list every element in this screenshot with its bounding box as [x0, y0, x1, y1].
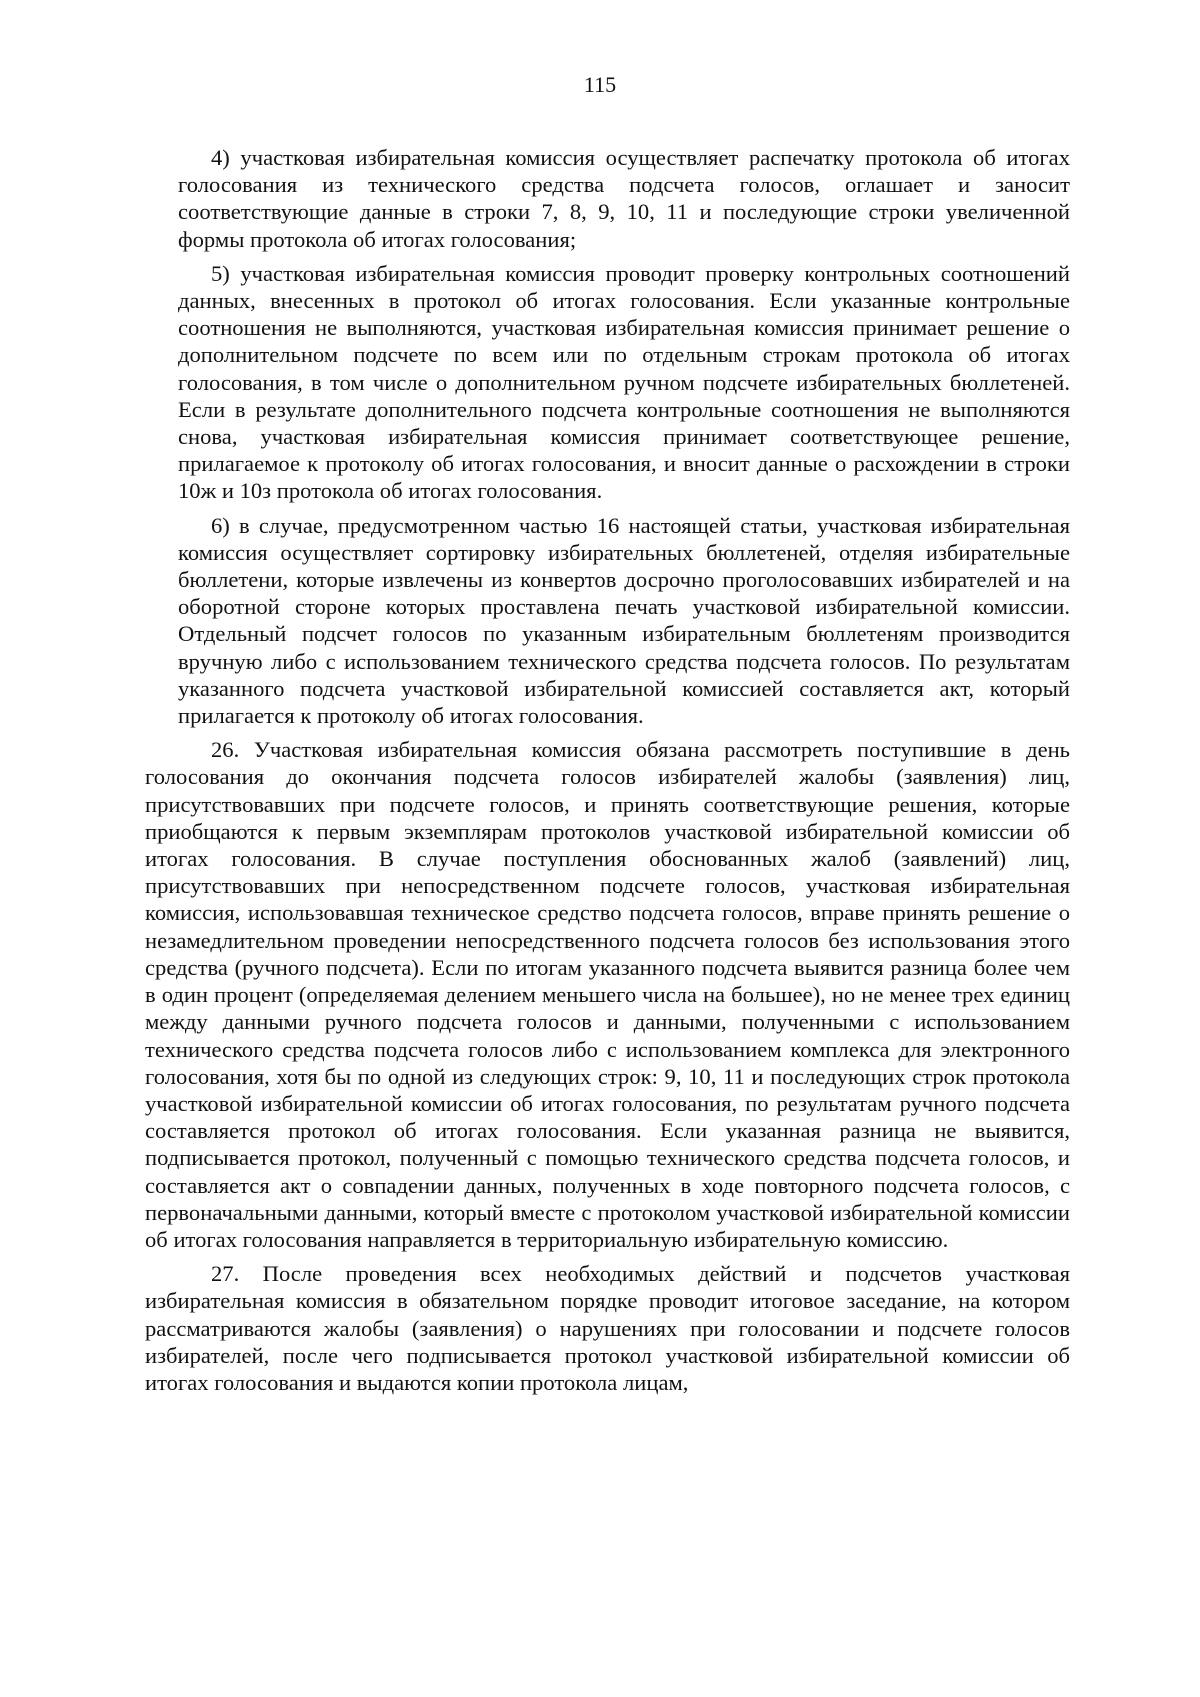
paragraph-item-6: 6) в случае, предусмотренном частью 16 настоящей статьи, участковая избирательная комиссия осуществляет сортировку избирательных бюллетеней, отделяя избирательные бюллетени, которые извлечены из конвертов досрочно проголосовавших избирателей и на оборотной стороне которых проставлена печать участковой избирательной комиссии. Отдельный подсчет голосов по указанным избирательным бюллетеням производится вручную либо с использованием технического средства подсчета голосов. По результатам указанного подсчета участковой избирательной комиссией составляется акт, который прилагается к протоколу об итогах голосования. [178, 512, 1070, 729]
paragraph-item-5: 5) участковая избирательная комиссия проводит проверку контрольных соотношений данных, внесенных в протокол об итогах голосования. Если указанные контрольные соотношения не выполняются, участковая избирательная комиссия принимает решение о дополнительном подсчете по всем или по отдельным строкам протокола об итогах голосования, в том числе о дополнительном ручном подсчете избирательных бюллетеней. Если в результате дополнительного подсчета контрольные соотношения не выполняются снова, участковая избирательная комиссия принимает соответствующее решение, прилагаемое к протоколу об итогах голосования, и вносит данные о расхождении в строки 10ж и 10з протокола об итогах голосования. [178, 260, 1070, 504]
paragraph-section-26: 26. Участковая избирательная комиссия обязана рассмотреть поступившие в день голосования до окончания подсчета голосов избирателей жалобы (заявления) лиц, присутствовавших при подсчете голосов, и принять соответствующие решения, которые приобщаются к первым экземплярам протоколов участковой избирательной комиссии об итогах голосования. В случае поступления обоснованных жалоб (заявлений) лиц, присутствовавших при непосредственном подсчете голосов, участковая избирательная комиссия, использовавшая техническое средство подсчета голосов, вправе принять решение о незамедлительном проведении непосредственного подсчета голосов без использования этого средства (ручного подсчета). Если по итогам указанного подсчета выявится разница более чем в один процент (определяемая делением меньшего числа на большее), но не менее трех единиц между данными ручного подсчета голосов и данными, полученными с использованием технического средства подсчета голосов либо с использованием комплекса для электронного голосования, хотя бы по одной из следующих строк: 9, 10, 11 и последующих строк протокола участковой избирательной комиссии об итогах голосования, по результатам ручного подсчета составляется протокол об итогах голосования. Если указанная разница не выявится, подписывается протокол, полученный с помощью технического средства подсчета голосов, и составляется акт о совпадении данных, полученных в ходе повторного подсчета голосов, с первоначальными данными, который вместе с протоколом участковой избирательной комиссии об итогах голосования направляется в территориальную избирательную комиссию. [145, 737, 1070, 1252]
document-body [145, 144, 1070, 1403]
paragraph-item-4: 4) участковая избирательная комиссия осуществляет распечатку протокола об итогах голосования из технического средства подсчета голосов, оглашает и заносит соответствующие данные в строки 7, 8, 9, 10, 11 и последующие строки увеличенной формы протокола об итогах голосования; [178, 145, 1070, 252]
page-number: 115 [583, 72, 617, 97]
paragraph-section-27: 27. После проведения всех необходимых действий и подсчетов участковая избирательная комиссия в обязательном порядке проводит итоговое заседание, на котором рассматриваются жалобы (заявления) о нарушениях при голосовании и подсчете голосов избирателей, после чего подписывается протокол участковой избирательной комиссии об итогах голосования и выдаются копии протокола лицам, [145, 1261, 1070, 1395]
